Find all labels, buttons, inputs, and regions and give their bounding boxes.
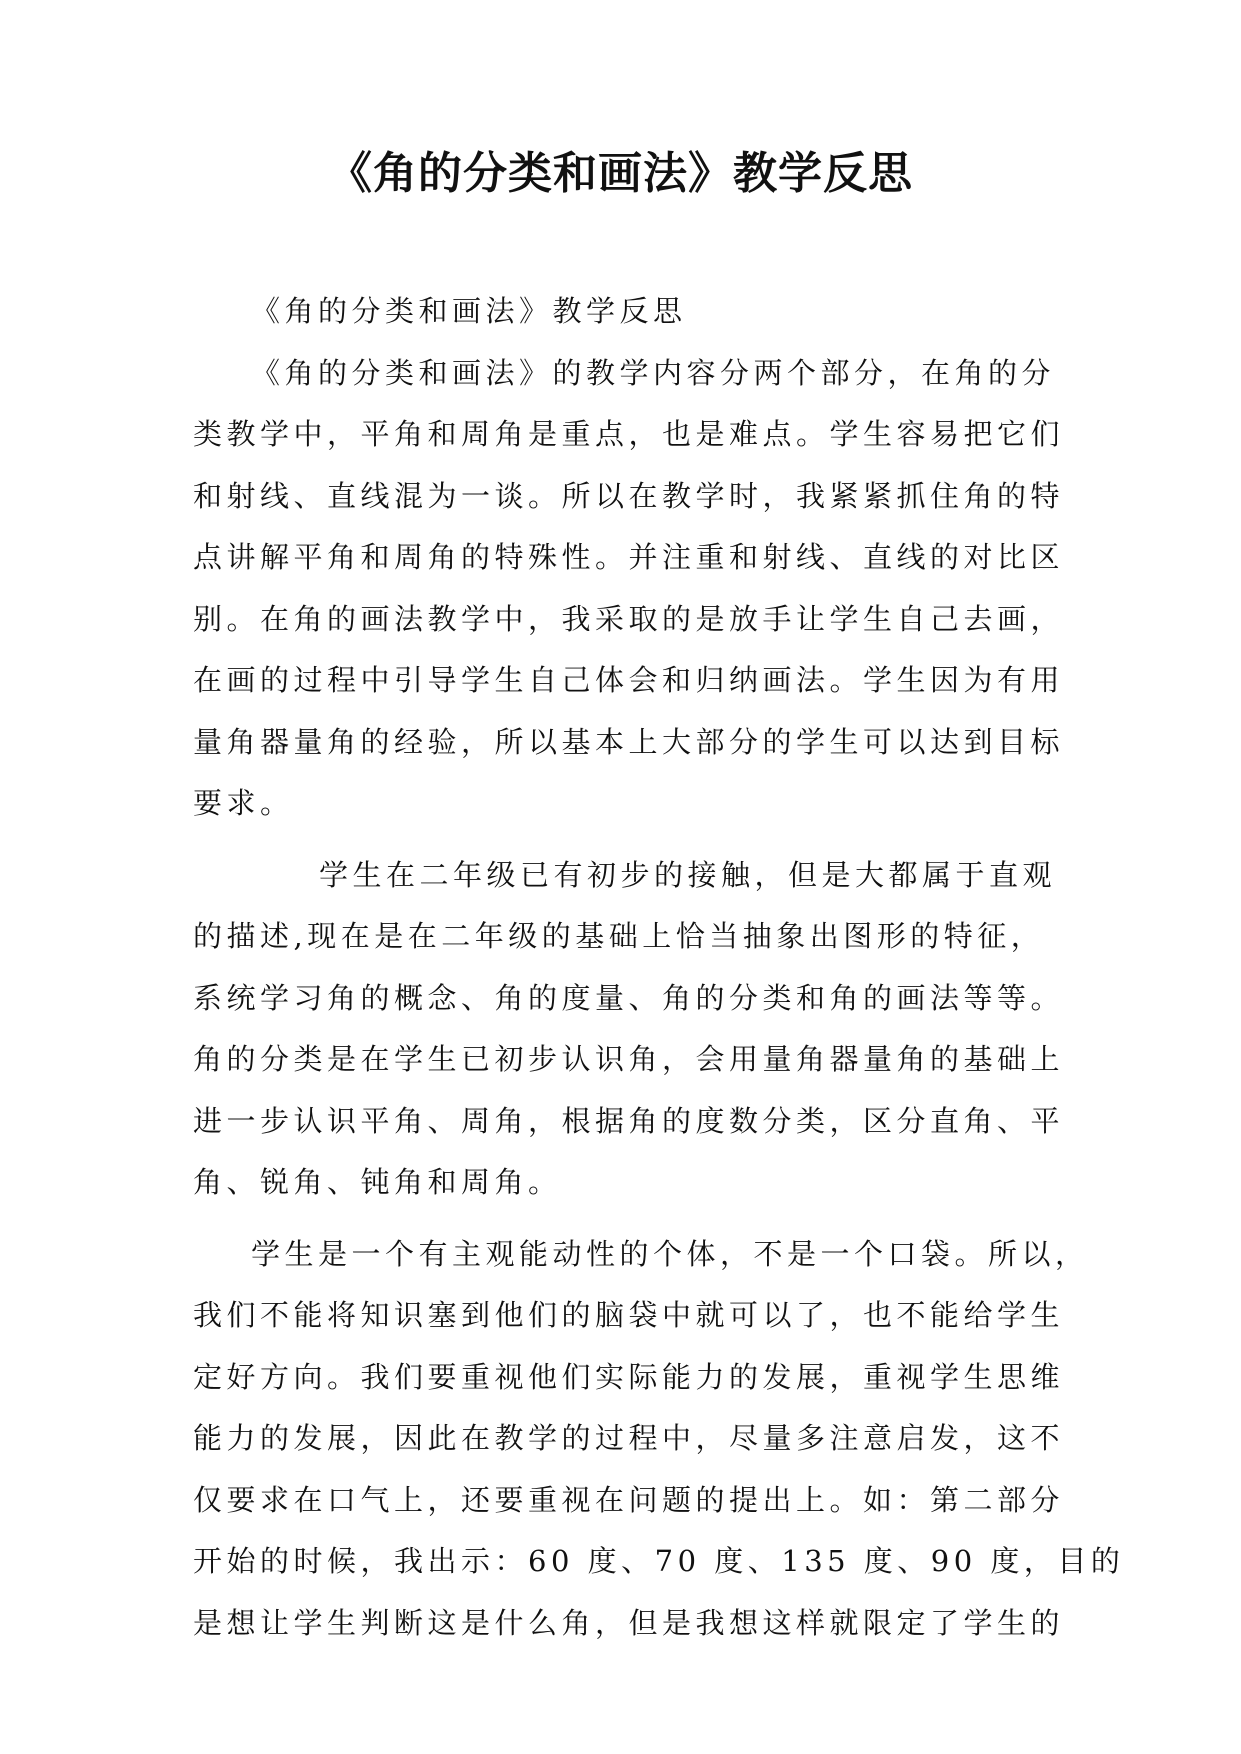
paragraph-line: 点讲解平角和周角的特殊性。并注重和射线、直线的对比区 — [193, 540, 1065, 574]
paragraph-line: 角的分类是在学生已初步认识角，会用量角器量角的基础上 — [193, 1042, 1065, 1076]
paragraph-line: 量角器量角的经验，所以基本上大部分的学生可以达到目标 — [193, 724, 1065, 759]
paragraph-line: 我们不能将知识塞到他们的脑袋中就可以了，也不能给学生 — [193, 1298, 1065, 1332]
document-body — [193, 281, 1125, 1654]
paragraph-line: 系统学习角的概念、角的度量、角的分类和角的画法等等。 — [193, 980, 1065, 1015]
paragraph-line: 学生在二年级已有初步的接触，但是大都属于直观 — [319, 857, 1057, 892]
paragraph-line: 在画的过程中引导学生自己体会和归纳画法。学生因为有用 — [193, 663, 1065, 697]
paragraph-line: 开始的时候，我出示：60 度、70 度、135 度、90 度，目的 — [193, 1544, 1125, 1578]
paragraph-line: 《角的分类和画法》的教学内容分两个部分，在角的分 — [251, 355, 1056, 390]
paragraph-line: 学生是一个有主观能动性的个体，不是一个口袋。所以， — [251, 1236, 1089, 1271]
paragraph-line: 定好方向。我们要重视他们实际能力的发展，重视学生思维 — [193, 1359, 1065, 1394]
paragraph-line: 是想让学生判断这是什么角，但是我想这样就限定了学生的 — [193, 1605, 1065, 1640]
paragraph-line: 要求。 — [193, 786, 294, 820]
paragraph-line: 别。在角的画法教学中，我采取的是放手让学生自己去画， — [193, 601, 1065, 636]
paragraph-heading-line: 《角的分类和画法》教学反思 — [251, 294, 687, 328]
paragraph-line: 类教学中，平角和周角是重点，也是难点。学生容易把它们 — [193, 417, 1065, 451]
paragraph-line: 仅要求在口气上，还要重视在问题的提出上。如：第二部分 — [193, 1482, 1065, 1517]
paragraph-line: 角、锐角、钝角和周角。 — [193, 1165, 562, 1199]
paragraph-line: 的描述,现在是在二年级的基础上恰当抽象出图形的特征， — [193, 919, 1045, 953]
paragraph-line: 进一步认识平角、周角，根据角的度数分类，区分直角、平 — [193, 1103, 1065, 1138]
paragraph-line: 和射线、直线混为一谈。所以在教学时，我紧紧抓住角的特 — [193, 478, 1065, 513]
document-title: 《角的分类和画法》教学反思 — [328, 148, 913, 199]
paragraph-line: 能力的发展，因此在教学的过程中，尽量多注意启发，这不 — [193, 1421, 1065, 1455]
